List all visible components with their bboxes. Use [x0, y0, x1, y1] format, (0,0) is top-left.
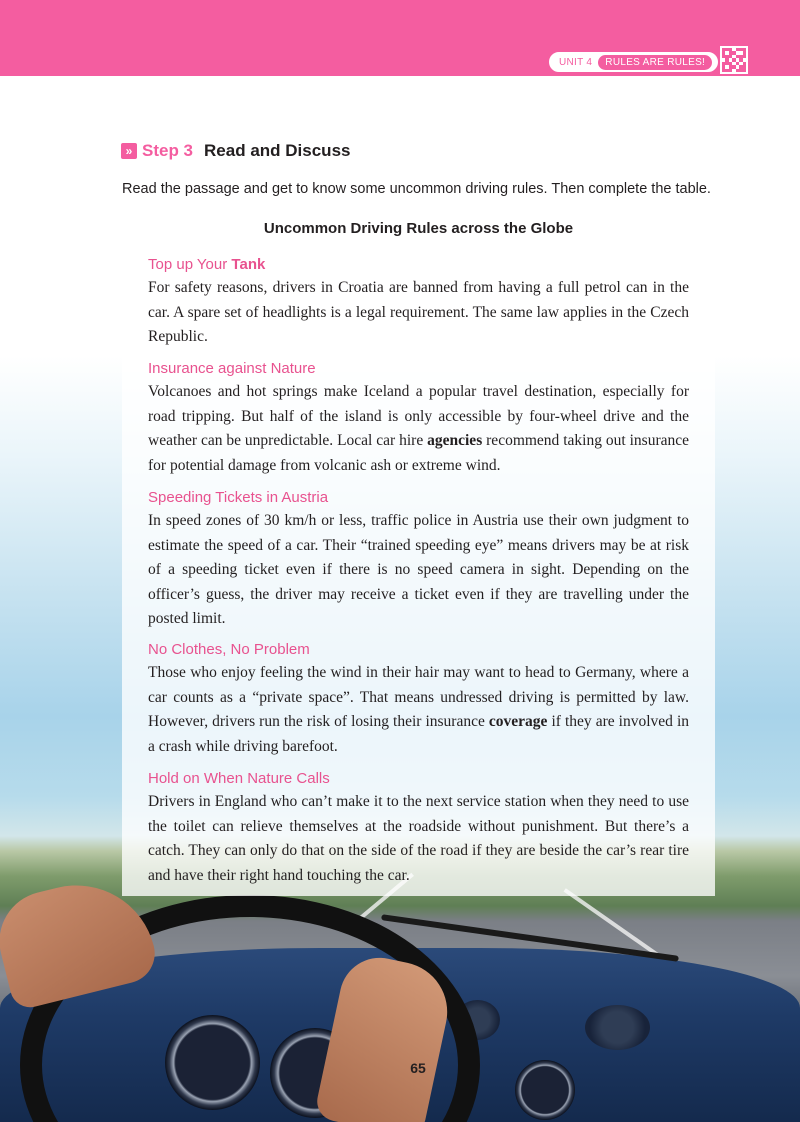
- keyword-coverage: coverage: [488, 713, 548, 731]
- section-body: Volcanoes and hot springs make Iceland a popular travel destination, especially for road tripping. But half of the island is only accessible by four-wheel drive and the weather can be unpredictable. Local car hire agencies recommend taking out insurance for potential damage from volcanic ash or extreme wind.: [148, 383, 689, 474]
- instruction-text: Read the passage and get to know some uncommon driving rules. Then complete the table.: [122, 181, 711, 197]
- section-body: For safety reasons, drivers in Croatia are banned from having a full petrol can in the car. A spare set of headlights is a legal requirement. The same law applies in the Czech Republic.: [148, 279, 689, 346]
- section-body: Drivers in England who can’t make it to the next service station when they need to use the toilet can relieve themselves at the roadside without punishment. But there’s a catch. They can only do that on the side of the road if they are beside the car’s rear tire and have their right hand touching the car.: [148, 793, 689, 884]
- step-title: Read and Discuss: [204, 141, 351, 160]
- section-heading: Hold on When Nature Calls: [148, 770, 330, 787]
- section-body: In speed zones of 30 km/h or less, traffic police in Austria use their own judgment to estimate the speed of a car. Their “trained speeding eye” means drivers may be at risk of a speeding ticket even if there is no speed camera in sight. Depending on the officer’s guess, the driver may receive a ticket even if they are travelling under the posted limit.: [148, 512, 689, 628]
- section-heading: Insurance against Nature: [148, 360, 316, 377]
- unit-badge: [548, 51, 719, 73]
- clock-gauge: [515, 1060, 575, 1120]
- section-body: Those who enjoy feeling the wind in their hair may want to head to Germany, where a car counts as a “private space”. That means undressed driving is permitted by law. However, drivers run the risk of losing their insurance coverage if they are involved in a crash while driving barefoot.: [148, 664, 690, 755]
- air-vent: [585, 1005, 650, 1050]
- section-heading: Top up Your Tank: [148, 256, 266, 273]
- step-heading: [121, 141, 350, 161]
- section-insurance-against-nature: [148, 360, 689, 478]
- section-heading: Speeding Tickets in Austria: [148, 489, 329, 506]
- section-top-up-your-tank: [148, 256, 689, 350]
- keyword-agencies: agencies: [427, 432, 483, 450]
- section-speeding-tickets-in-austria: [148, 489, 689, 632]
- page-number: 65: [410, 1060, 426, 1076]
- section-heading: No Clothes, No Problem: [148, 641, 310, 658]
- section-hold-on-when-nature-calls: [148, 770, 689, 888]
- passage-title: Uncommon Driving Rules across the Globe: [263, 220, 574, 237]
- unit-label: UNIT 4: [559, 56, 593, 68]
- double-chevron-right-icon: »: [121, 143, 137, 159]
- qr-code-icon[interactable]: [720, 46, 748, 74]
- unit-title: RULES ARE RULES!: [598, 55, 712, 70]
- section-no-clothes-no-problem: [148, 641, 689, 759]
- step-label: Step 3: [142, 141, 194, 160]
